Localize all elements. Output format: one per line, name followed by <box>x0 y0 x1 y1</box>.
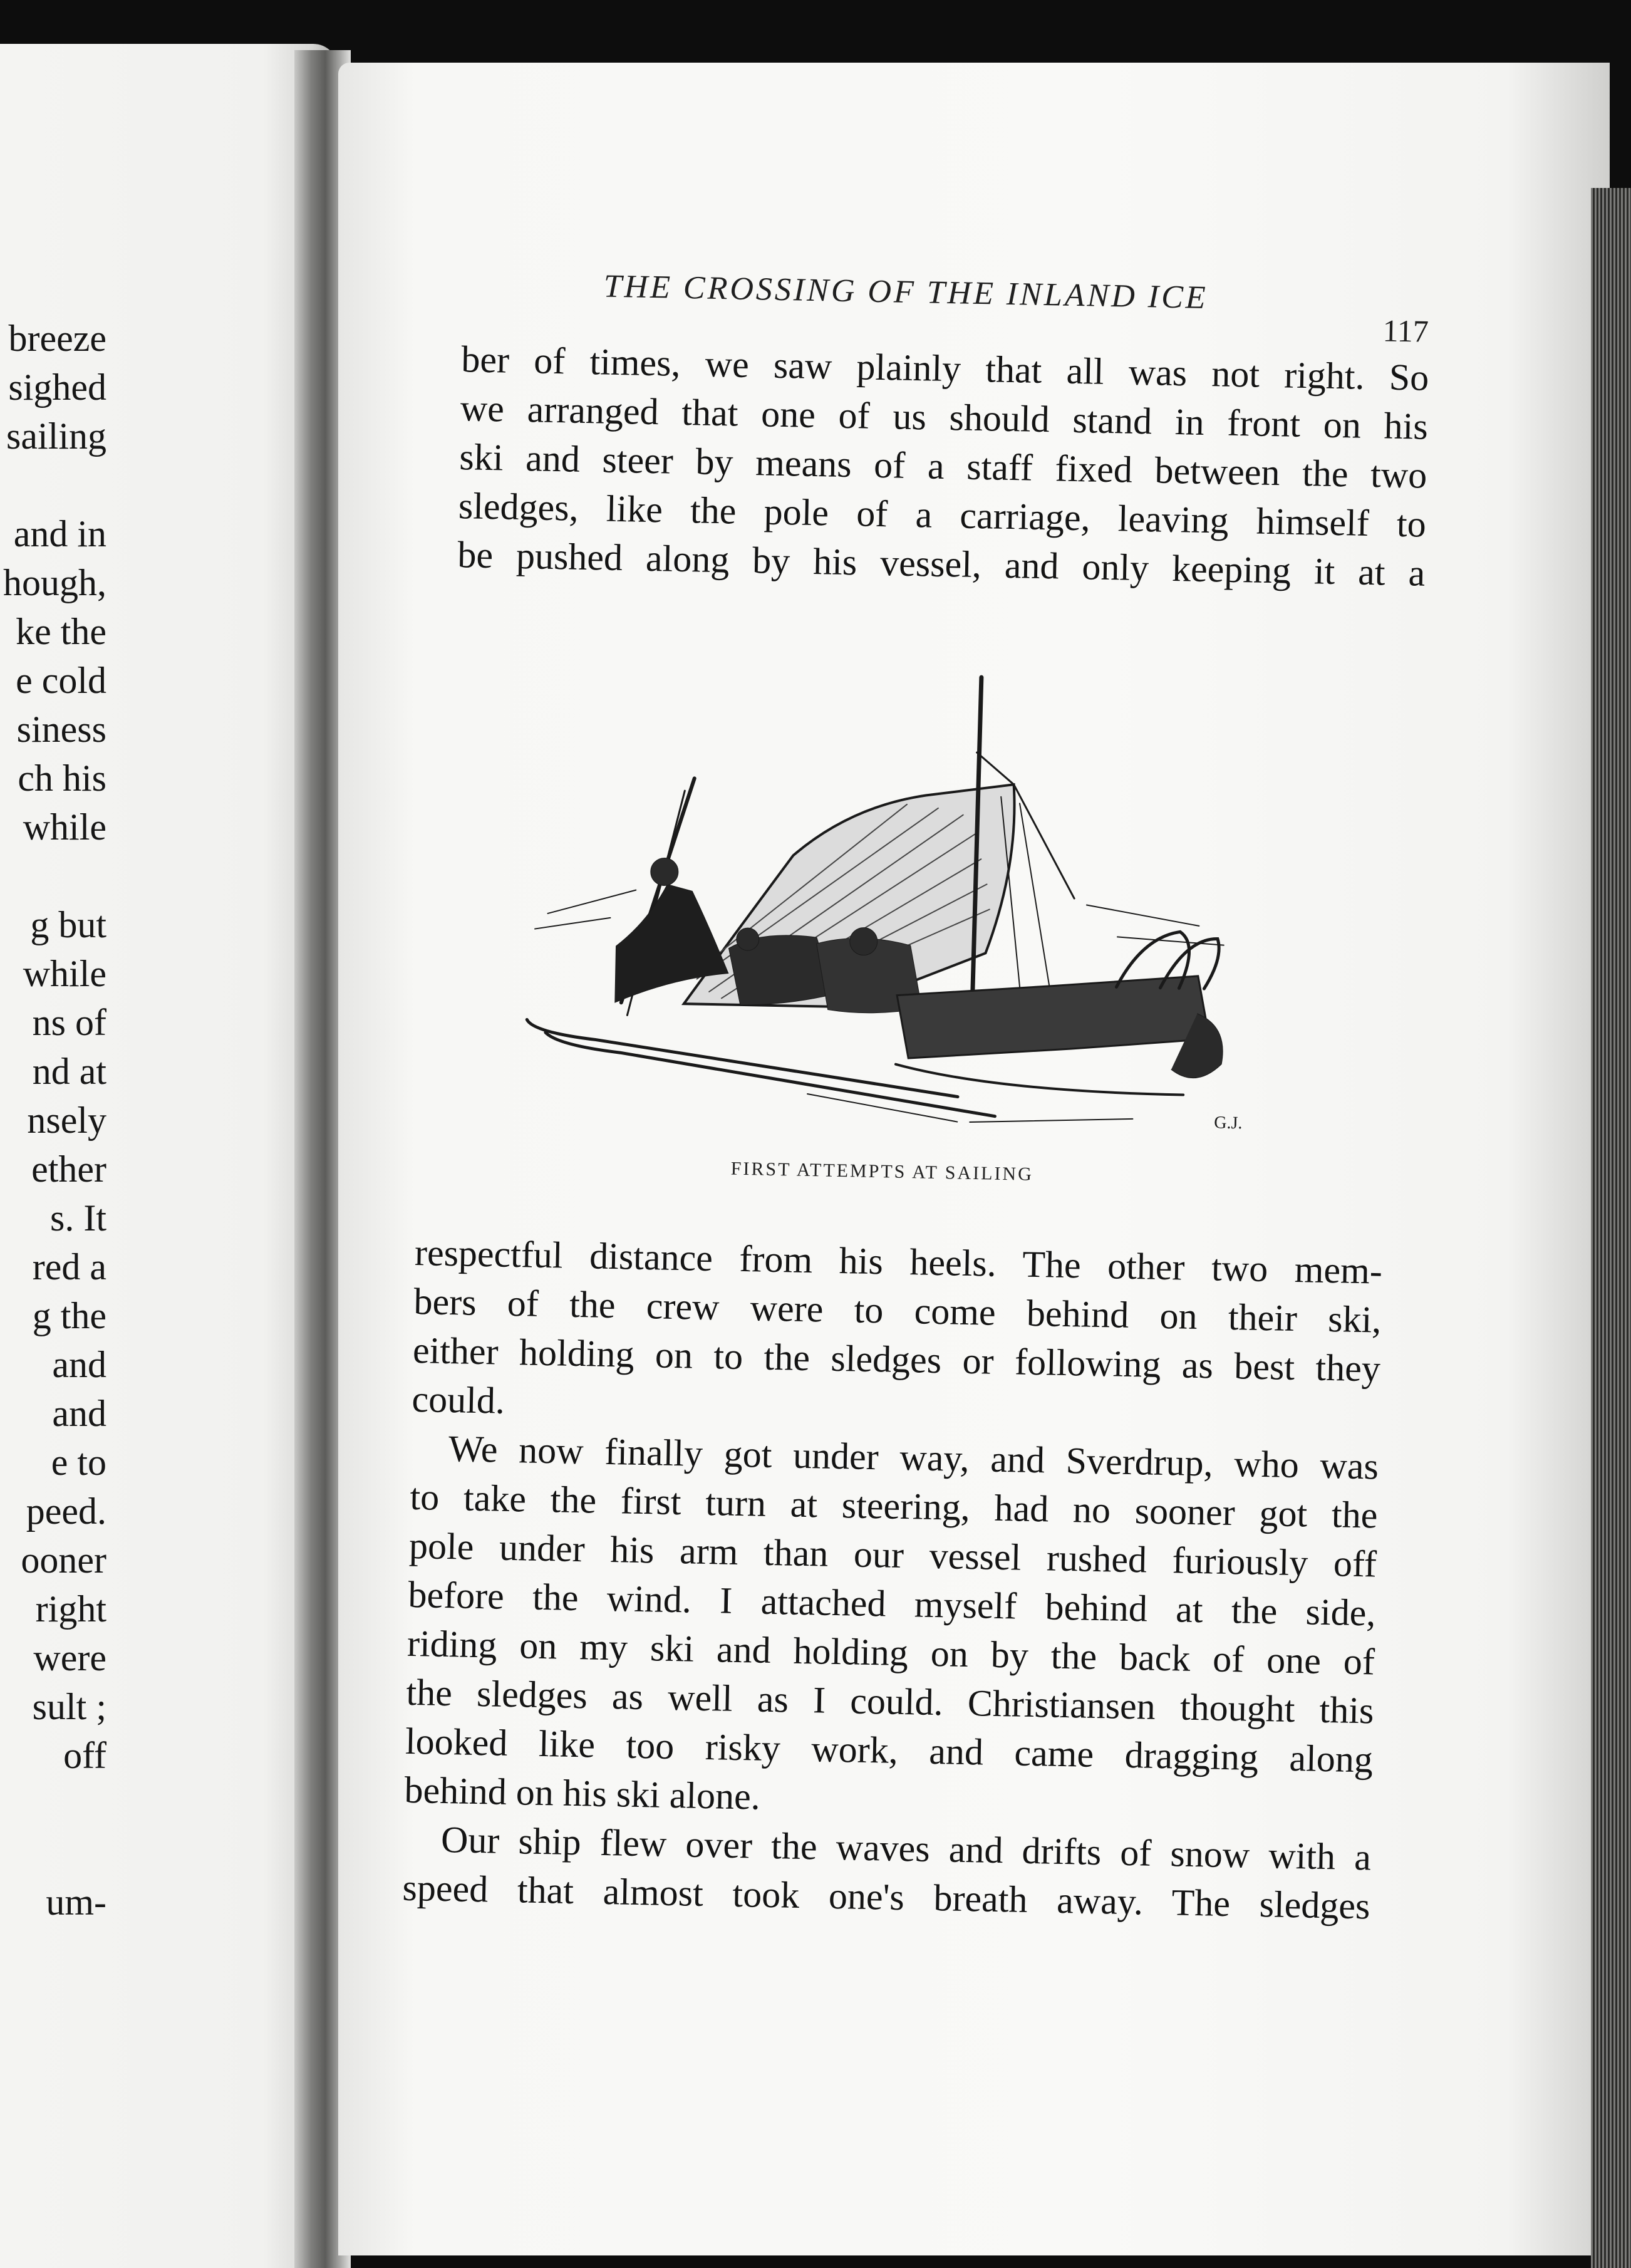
left-page-line: sighed <box>8 367 106 408</box>
left-page-line: ke the <box>16 611 106 652</box>
left-page-line: ch his <box>18 757 106 799</box>
svg-text:G.J.: G.J. <box>1214 1113 1243 1133</box>
left-page-line: e cold <box>16 660 106 701</box>
left-page-line: ns of <box>32 1002 106 1043</box>
body-line: speed that almost took one's breath away. The sledges <box>402 1866 1370 1927</box>
left-page-line: right <box>35 1588 106 1630</box>
left-page-line: sult ; <box>32 1686 106 1727</box>
left-page-line: ooner <box>21 1539 106 1581</box>
body-line: bers of the crew were to come behind on their ski, <box>413 1280 1382 1341</box>
body-line: ski and steer by means of a staff fixed between the two <box>458 436 1427 496</box>
illustration-caption: FIRST ATTEMPTS AT SAILING <box>730 1158 1034 1185</box>
left-page-line: g but <box>30 904 106 945</box>
body-line: looked like too risky work, and came dragging along <box>405 1720 1374 1781</box>
left-page-line: breeze <box>8 318 106 359</box>
left-page-line: nsely <box>27 1100 106 1141</box>
body-line: the sledges as well as I could. Christiansen thought this <box>405 1671 1374 1732</box>
body-line: We now finally got under way, and Sverdrup, who was <box>448 1428 1379 1487</box>
left-page-line: s. It <box>50 1197 106 1239</box>
left-page-line: off <box>63 1735 106 1776</box>
body-line: either holding on to the sledges or following as best they <box>412 1329 1381 1390</box>
left-page-line: peed. <box>26 1490 106 1532</box>
body-line: respectful distance from his heels. The other two mem- <box>414 1231 1383 1292</box>
running-head: THE CROSSING OF THE INLAND ICE <box>603 268 1209 316</box>
left-page-line: g the <box>32 1295 106 1336</box>
left-page-line: and <box>52 1393 106 1434</box>
left-page-line: ether <box>31 1148 106 1190</box>
body-line: we arranged that one of us should stand in front on his <box>460 387 1429 447</box>
left-page-line: um- <box>46 1881 106 1923</box>
left-page-line: hough, <box>3 562 106 603</box>
body-line: be pushed along by his vessel, and only keeping it at a <box>457 534 1426 594</box>
sailing-sledge-illustration <box>518 650 1329 1166</box>
left-page-line: while <box>23 953 106 994</box>
body-line: Our ship flew over the waves and drifts of snow with a <box>440 1818 1372 1878</box>
body-line: could. <box>411 1378 505 1422</box>
body-line: sledges, like the pole of a carriage, leaving himself to <box>458 485 1427 545</box>
left-page-line: and in <box>13 513 106 554</box>
body-line: to take the first turn at steering, had no sooner got the <box>409 1475 1378 1536</box>
page-number: 117 <box>1382 313 1429 349</box>
body-line: ber of times, we saw plainly that all was not right. So <box>460 338 1429 398</box>
left-page-line: siness <box>16 709 106 750</box>
left-page-line: while <box>23 806 106 848</box>
left-page-line: and <box>52 1344 106 1385</box>
body-line: before the wind. I attached myself behind at the side, <box>407 1573 1376 1634</box>
left-page-line: e to <box>51 1442 106 1483</box>
left-page-line: were <box>33 1637 106 1678</box>
left-page-line: sailing <box>6 415 106 457</box>
body-line: behind on his ski alone. <box>404 1769 761 1818</box>
left-page-line: red a <box>32 1246 106 1287</box>
left-page-line: nd at <box>32 1051 106 1092</box>
body-line: riding on my ski and holding on by the back of one of <box>406 1622 1375 1683</box>
body-line: pole under his arm than our vessel rushed furiously off <box>408 1524 1377 1585</box>
